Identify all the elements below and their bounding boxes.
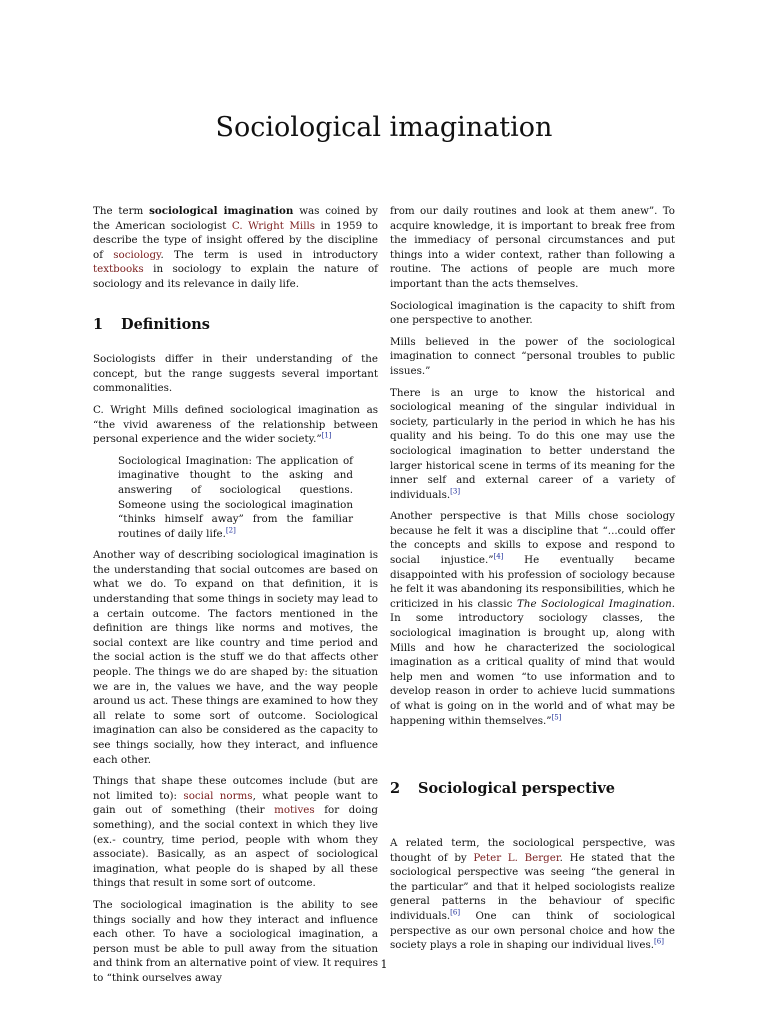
paragraph-continuation: from our daily routines and look at them anew”. To acquire knowledge, it is important to break free from the immediacy of personal circumstances and put things into a wider context, rather than following a routine. The actions of people are much more important than the acts themselves.: [390, 205, 675, 290]
paragraph-text: There is an urge to know the historical and sociological meaning of the singular individual in society, particularly in the period in which he has his quality and his being. To do this one may use the sociological imagination to better understand the larger historical scene in terms of its meaning for the inner self and external career of a variety of individuals.: [390, 386, 675, 501]
paragraph: Another way of describing sociological imagination is the understanding that social outcomes are based on what we do. To expand on that definition, it is understanding that some things in society may lead to a certain outcome. The factors mentioned in the definition are things like norms and motives, the social context are like country and time period and the social action is the stuff we do that affects other people. The things we do are shaped by: the situation we are in, the values we have, and the way people around us act. These things are examined to how they all relate to some sort of outcome. Sociological imagination can also be considered as the capacity to see things socially, how they interact, and influence each other.: [93, 549, 378, 766]
intro-text: The term: [93, 205, 150, 217]
book-title-italic: The Sociological Imagination: [516, 597, 672, 610]
paragraph-text: for doing something), and the social context in which they live (ex.- country, time period, people with whom they associate). Basically, as an aspect of sociological imagination, what people do is shaped by all these things that result in some sort of outcome.: [93, 804, 378, 890]
link-c-wright-mills[interactable]: C. Wright Mills: [231, 219, 316, 232]
page-number: 1: [380, 958, 388, 971]
paragraph-text: . In some introductory sociology classes, the sociological imagination is brought up, along with Mills and how he characterized the sociological imagination as a critical quality of mind that would help men and women “to use information and to develop reason in order to achieve lucid summations of what is going on in the world and of what may be happening within themselves.”: [390, 597, 676, 727]
section-heading-definitions: [93, 315, 378, 333]
citation-link[interactable]: [6]: [654, 937, 664, 946]
paragraph: [390, 509, 675, 728]
paragraph: [93, 774, 378, 891]
paragraph: [93, 403, 378, 447]
citation-link[interactable]: [6]: [450, 908, 461, 917]
block-quote: [93, 454, 378, 542]
paragraph: [390, 836, 675, 953]
intro-text: in sociology to explain the nature of sociology and its relevance in daily life.: [93, 263, 378, 290]
intro-text: was coined by the American sociologist: [93, 205, 378, 232]
paragraph-text: . He stated that the sociological perspective was seeing “the general in the particular” and that it helped sociologists realize general patterns in the behaviour of specific individuals.: [390, 851, 675, 922]
paragraph-text: , what people want to gain out of something (their: [93, 789, 378, 817]
citation-link[interactable]: [4]: [493, 552, 504, 561]
page-title: Sociological imagination: [215, 112, 553, 143]
section-heading-sociological-perspective: [390, 782, 675, 797]
paragraph-text: One can think of sociological perspective as our own personal choice and how the society plays a role in shaping our individual lives.: [390, 909, 675, 952]
paragraph-text: Things that shape these outcomes include (but are not limited to):: [93, 775, 378, 802]
paragraph: Mills believed in the power of the sociological imagination to connect “personal troubles to public issues.”: [390, 335, 675, 377]
intro-text: . The term is used in introductory: [160, 248, 378, 261]
section-title: Definitions: [121, 315, 210, 333]
citation-link[interactable]: [1]: [321, 431, 332, 440]
intro-term-bold: sociological imagination: [149, 205, 294, 217]
citation-link[interactable]: [3]: [450, 487, 461, 496]
citation-link[interactable]: [5]: [551, 713, 562, 722]
quote-text: Sociological Imagination: The application of imaginative thought to the asking and answering of sociological questions. Someone using the sociological imagination “thinks himself away” from the familiar routines of daily life.: [118, 454, 353, 540]
section-title: Sociological perspective: [418, 780, 615, 797]
right-column: [390, 204, 676, 952]
link-peter-l-berger[interactable]: Peter L. Berger: [473, 851, 560, 864]
intro-paragraph: [93, 204, 378, 292]
paragraph-text: Another perspective is that Mills chose sociology because he felt it was a discipline that “...could offer the concepts and skills to expose and respond to social injustice.”: [390, 510, 675, 567]
intro-text: in 1959 to describe the type of insight offered by the discipline of: [93, 219, 378, 261]
link-textbooks[interactable]: textbooks: [93, 263, 144, 276]
paragraph-text: He eventually became disappointed with his profession of sociology because he felt it was abandoning its responsibilities, which he criticized in his classic: [390, 554, 675, 610]
link-motives[interactable]: motives: [274, 804, 315, 817]
section-number: 2: [390, 780, 401, 797]
link-sociology[interactable]: sociology: [113, 248, 161, 261]
paragraph: [390, 386, 675, 503]
section-number: 1: [93, 315, 104, 333]
citation-link[interactable]: [2]: [225, 526, 236, 535]
link-social-norms[interactable]: social norms: [183, 789, 253, 802]
paragraph: Sociologists differ in their understanding of the concept, but the range suggests several important commonalities.: [93, 353, 378, 395]
left-column: [93, 204, 378, 993]
paragraph-text: A related term, the sociological perspective, was thought of by: [390, 837, 675, 864]
paragraph: Sociological imagination is the capacity to shift from one perspective to another.: [390, 299, 675, 327]
paragraph-continued: The sociological imagination is the ability to see things socially and how they interact and influence each other. To have a sociological imagination, a person must be able to pull away from the situation and think from an alternative point of view. It requires to “think ourselves away: [93, 898, 378, 984]
paragraph-text: C. Wright Mills defined sociological imagination as “the vivid awareness of the relationship between personal experience and the wider society.”: [93, 403, 378, 446]
